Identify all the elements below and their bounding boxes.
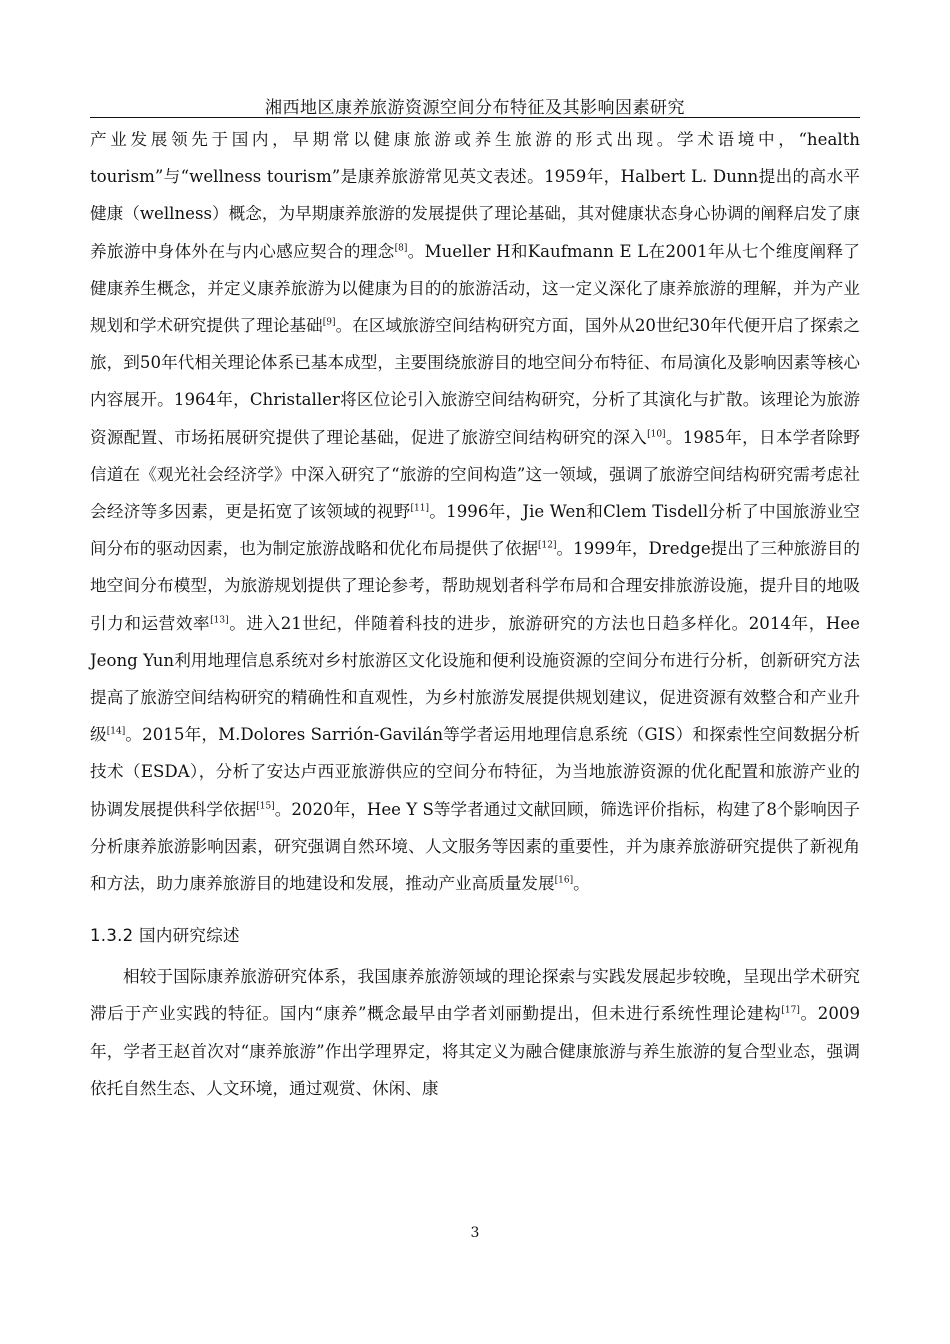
citation-ref: [8]: [394, 243, 408, 254]
body-text: [90, 121, 860, 1107]
citation-ref: [9]: [322, 317, 336, 328]
text-run: 。在区域旅游空间结构研究方面，国外从20世纪30年代便开启了探索之旅，到50年代相关理论体系已基本成型，主要围绕旅游目的地空间分布特征、布局演化及影响因素等核心内容展开。1964年，Christaller将区位论引入旅游空间结构研究，分析了其演化与扩散。该理论为旅游资源配置、市场拓展研究提供了理论基础，促进了旅游空间结构研究的深入: [90, 316, 861, 447]
citation-ref: [11]: [410, 503, 430, 514]
text-run: 。2015年，M.Dolores Sarrión-Gavilán等学者运用地理信息系统（GIS）和探索性空间数据分析技术（ESDA），分析了安达卢西亚旅游供应的空间分布特征，为当地旅游资源的优化配置和旅游产业的协调发展提供科学依据: [90, 725, 860, 819]
citation-ref: [10]: [647, 429, 666, 440]
citation-ref: [15]: [256, 801, 275, 812]
text-run: 。1999年，Dredge提出了三种旅游目的地空间分布模型，为旅游规划提供了理论参考，帮助规划者科学布局和合理安排旅游设施，提升目的地吸引力和运营效率: [90, 539, 860, 633]
citation-ref: [14]: [106, 726, 126, 737]
paragraph-international-review: [90, 121, 860, 902]
text-run: 。1996年，Jie Wen和Clem Tisdell分析了中国旅游业空间分布的驱动因素，也为制定旅游战略和优化布局提供了依据: [90, 502, 861, 559]
text-run: 。Mueller H和Kaufmann E L在2001年从七个维度阐释了健康养生概念，并定义康养旅游为以健康为目的的旅游活动，这一定义深化了康养旅游的理解，并为产业规划和学术研究提供了理论基础: [90, 241, 860, 336]
section-heading: [90, 922, 860, 950]
text-run: 。1985年，日本学者除野信道在《观光社会经济学》中深入研究了“旅游的空间构造”这一领域，强调了旅游空间结构研究需考虑社会经济等多因素，更是拓宽了该领域的视野: [90, 427, 861, 522]
text-run: 。: [573, 874, 590, 894]
citation-ref: [16]: [554, 875, 574, 886]
text-run: 。2009年，学者王赵首次对“康养旅游”作出学理界定，将其定义为融合健康旅游与养生旅游的复合型业态，强调依托自然生态、人文环境，通过观赏、休闲、康: [90, 1004, 860, 1098]
running-header: 湘西地区康养旅游资源空间分布特征及其影响因素研究: [265, 98, 685, 118]
text-run: 。进入21世纪，伴随着科技的进步，旅游研究的方法也日趋多样化。2014年，Hee Jeong Yun利用地理信息系统对乡村旅游区文化设施和便利设施资源的空间分布进行分析，创新研究方法提高了旅游空间结构研究的精确性和直观性，为乡村旅游发展提供规划建议，促进资源有效整合和产业升级: [90, 613, 860, 745]
text-run: 相较于国际康养旅游研究体系，我国康养旅游领域的理论探索与实践发展起步较晚，呈现出学术研究滞后于产业实践的特征。国内“康养”概念最早由学者刘丽勤提出，但未进行系统性理论建构: [90, 967, 860, 1024]
text-run: 产业发展领先于国内，早期常以健康旅游或养生旅游的形式出现。学术语境中，“health tourism”与“wellness tourism”是康养旅游常见英文表述。1959年，Halbert L. Dunn提出的高水平健康（wellness）概念，为早期康养旅游的发展提供了理论基础，其对健康状态身心协调的阐释启发了康养旅游中身体外在与内心感应契合的理念: [90, 130, 860, 261]
citation-ref: [12]: [538, 540, 557, 551]
citation-ref: [13]: [210, 615, 229, 626]
page-number: 3: [470, 1225, 480, 1241]
paragraph-domestic-review: [90, 958, 860, 1107]
section-number: 1.3.2: [90, 926, 134, 946]
text-run: 。2020年，Hee Y S等学者通过文献回顾，筛选评价指标，构建了8个影响因子分析康养旅游影响因素，研究强调自然环境、人文服务等因素的重要性，并为康养旅游研究提供了新视角和方法，助力康养旅游目的地建设和发展，推动产业高质量发展: [90, 799, 860, 894]
citation-ref: [17]: [781, 1005, 800, 1016]
header-rule: [90, 117, 860, 118]
section-title: 国内研究综述: [139, 926, 240, 946]
